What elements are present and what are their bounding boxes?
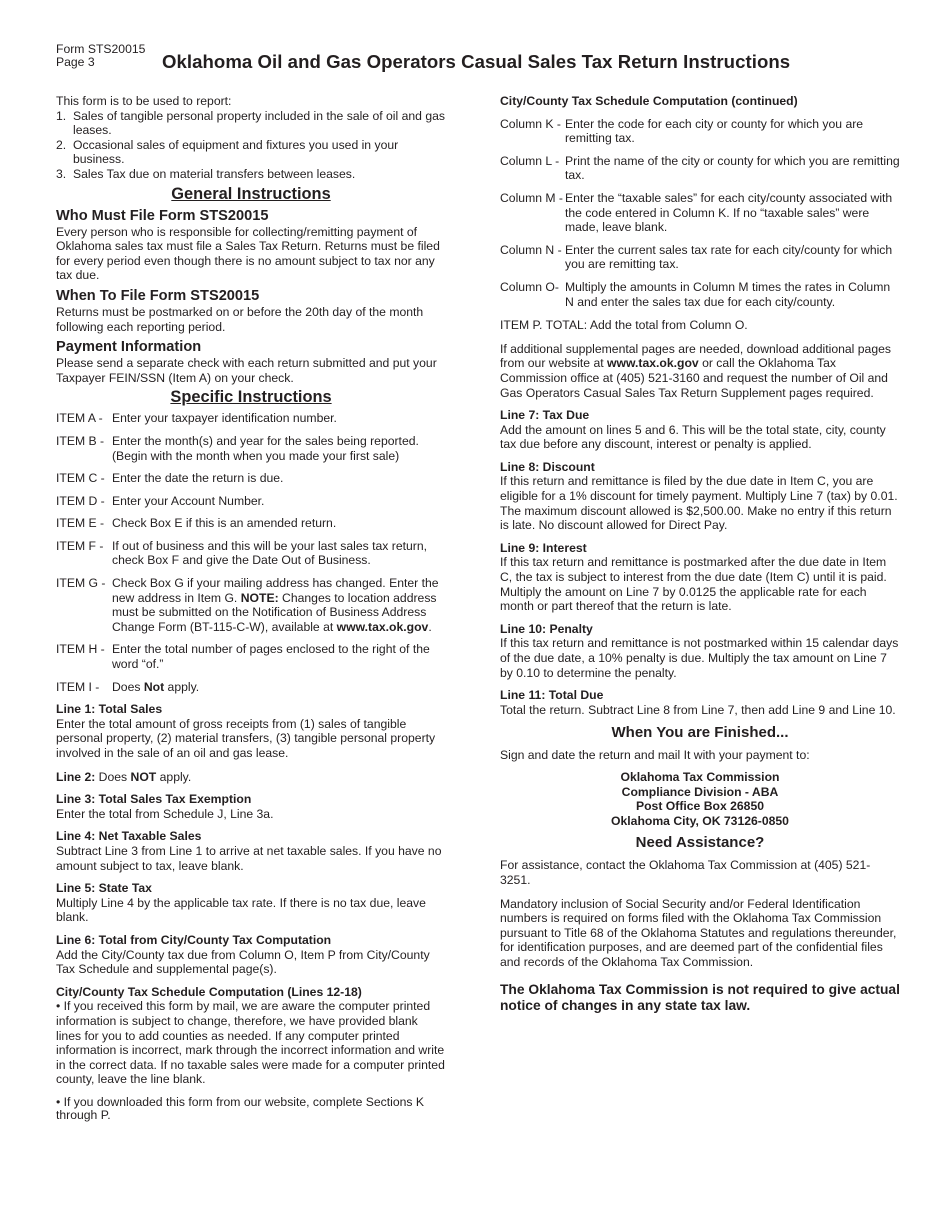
mandatory-text: Mandatory inclusion of Social Security and/or Federal Identification numbers is required on forms filed with the Oklahoma Tax Commission pursuant to Title 68 of the Oklahoma Statutes and regulations thereunder, for identification purposes, and are deemed part of the confidential files and records of the Oklahoma Tax Commission. [500,896,897,969]
list-item: 2. Occasional sales of equipment and fixtures you used in your business. [56,137,399,167]
line7-heading: Line 7: Tax Due [500,408,590,423]
schedule-continued-heading: City/County Tax Schedule Computation (continued) [500,94,798,108]
line6-heading: Line 6: Total from City/County Tax Computation [56,932,332,947]
list-item: 3. Sales Tax due on material transfers between leases. [56,166,356,181]
item-a: ITEM A - Enter your taxpayer identification number. [56,411,337,426]
line9-text: If this tax return and remittance is postmarked after the due date in Item C, the tax is subject to interest from the due date (Item C) until it is paid. Multiply the amount on Line 7 by 0.0125 the applicable rate for each month or part thereof that the return is late. [500,555,887,614]
line2-text: Line 2: Does NOT apply. [56,769,192,784]
left-column [56,94,446,1122]
supplemental-text: If additional supplemental pages are needed, download additional pages from our website at www.tax.ok.gov or call the Oklahoma Tax Commission office at (405) 521-3160 and request the number of Oil and Gas Operators Casual Sales Tax Return Supplement pages required. [500,341,891,400]
column-k: Column K - Enter the code for each city or county for which you are remitting tax. [500,116,864,146]
who-must-file-text: Every person who is responsible for collecting/remitting payment of Oklahoma sales tax must file a Sales Tax Return. Returns must be filed for every period even though there is no amount subject to tax nor any tax due. [56,224,440,283]
column-o: Column O- Multiply the amounts in Column M times the rates in Column N and enter the sales tax due for each city/county. [500,279,891,309]
form-number: Form STS20015 [56,42,146,56]
schedule-heading: City/County Tax Schedule Computation (Lines 12-18) [56,984,362,999]
list-item: 1. Sales of tangible personal property included in the sale of oil and gas leases. [56,108,445,138]
line3-text: Enter the total from Schedule J, Line 3a. [56,806,274,821]
line11-heading: Line 11: Total Due [500,688,604,703]
column-n: Column N - Enter the current sales tax rate for each city/county for which you are remitting tax. [500,242,893,272]
line11-text: Total the return. Subtract Line 8 from Line 7, then add Line 9 and Line 10. [500,702,896,717]
general-instructions-heading: General Instructions [171,184,331,203]
item-c: ITEM C - Enter the date the return is due. [56,471,284,486]
intro-text: This form is to be used to report: [56,94,232,108]
finished-heading: When You are Finished... [611,724,789,742]
line5-heading: Line 5: State Tax [56,881,152,896]
line10-heading: Line 10: Penalty [500,621,593,636]
when-to-file-heading: When To File Form STS20015 [56,287,260,304]
item-d: ITEM D - Enter your Account Number. [56,493,265,508]
item-g: ITEM G - Check Box G if your mailing address has changed. Enter the new address in Item G. NOTE: Changes to location address must be submitted on the Notification of Business Address Change Form (BT-115-C-W), available at www.tax.ok.gov. [56,576,439,634]
payment-info-text: Please send a separate check with each return submitted and put your Taxpayer FEIN/SSN (Item A) on your check. [56,356,437,385]
line6-text: Add the City/County tax due from Column O, Item P from City/County Tax Schedule and supplemental page(s). [56,947,430,977]
assistance-heading: Need Assistance? [635,834,765,852]
item-f: ITEM F - If out of business and this will be your last sales tax return, check Box F and give the Date Out of Business. [56,538,428,568]
item-b: ITEM B - Enter the month(s) and year for the sales being reported. (Begin with the month when you made your first sale) [56,433,419,463]
line7-text: Add the amount on lines 5 and 6. This will be the total state, city, county tax due before any discount, interest or penalty is applied. [500,422,886,452]
schedule-text-download: • If you downloaded this form from our website, complete Sections K through P. [56,1094,425,1122]
schedule-text-mail: • If you received this form by mail, we are aware the computer printed information is subject to change, therefore, we have provided blank lines for you to add counties as needed. If any computer printed information is incorrect, mark through the incorrect information and write in the correct data. If no taxable sales were made for a computer printed county, leave the line blank. [56,999,445,1087]
when-to-file-text: Returns must be postmarked on or before the 20th day of the month following each reporting period. [56,304,424,334]
website-link[interactable]: www.tax.ok.gov [336,619,429,634]
line1-text: Enter the total amount of gross receipts from (1) sales of tangible personal property, (2) material transfers, (3) tangible personal property involved in the sale of an oil and gas lease. [56,716,436,760]
assistance-text: For assistance, contact the Oklahoma Tax Commission at (405) 521-3251. [500,858,871,887]
line4-heading: Line 4: Net Taxable Sales [56,829,202,844]
who-must-file-heading: Who Must File Form STS20015 [56,207,269,224]
page-number: Page 3 [56,55,95,69]
website-link[interactable]: www.tax.ok.gov [607,356,699,371]
item-h: ITEM H - Enter the total number of pages enclosed to the right of the word “of.” [56,642,430,672]
item-p-text: ITEM P. TOTAL: Add the total from Column O. [500,318,748,333]
column-l: Column L - Print the name of the city or county for which you are remitting tax. [500,153,900,183]
right-column [500,94,900,1015]
line9-heading: Line 9: Interest [500,540,587,555]
uses-list [56,109,446,182]
item-e: ITEM E - Check Box E if this is an amended return. [56,516,337,531]
line8-text: If this return and remittance is filed by the due date in Item C, you are eligible for a 1% discount for timely payment. Multiply Line 7 (tax) by 0.01. The maximum discount allowed is $2,500.00. Make no entry if this return is late. No discount allowed for Direct Pay. [500,474,898,533]
column-m: Column M - Enter the “taxable sales” for each city/county associated with the code entered in Column K. If no “taxable sales” were made, leave blank. [500,190,893,235]
line1-heading: Line 1: Total Sales [56,702,163,717]
final-notice: The Oklahoma Tax Commission is not required to give actual notice of changes in any state tax law. [500,981,900,1013]
line4-text: Subtract Line 3 from Line 1 to arrive at net taxable sales. If you have no amount subject to tax, leave blank. [56,843,442,873]
line3-heading: Line 3: Total Sales Tax Exemption [56,792,252,807]
item-i: ITEM I - Does Not apply. [56,679,200,694]
page-title: Oklahoma Oil and Gas Operators Casual Sales Tax Return Instructions [162,51,791,72]
form-id-block [56,43,145,69]
mailing-address: Oklahoma Tax Commission Compliance Division - ABA Post Office Box 26850 Oklahoma City, OK 73126-0850 [611,769,789,828]
payment-info-heading: Payment Information [56,339,202,356]
specific-instructions-heading: Specific Instructions [170,388,332,407]
finished-text: Sign and date the return and mail It with your payment to: [500,748,810,763]
line8-heading: Line 8: Discount [500,459,595,474]
line10-text: If this tax return and remittance is not postmarked within 15 calendar days of the due date, a 10% penalty is due. Multiply the tax amount on Line 7 by 0.10 to determine the penalty. [500,636,899,680]
line5-text: Multiply Line 4 by the applicable tax rate. If there is no tax due, leave blank. [56,895,426,925]
